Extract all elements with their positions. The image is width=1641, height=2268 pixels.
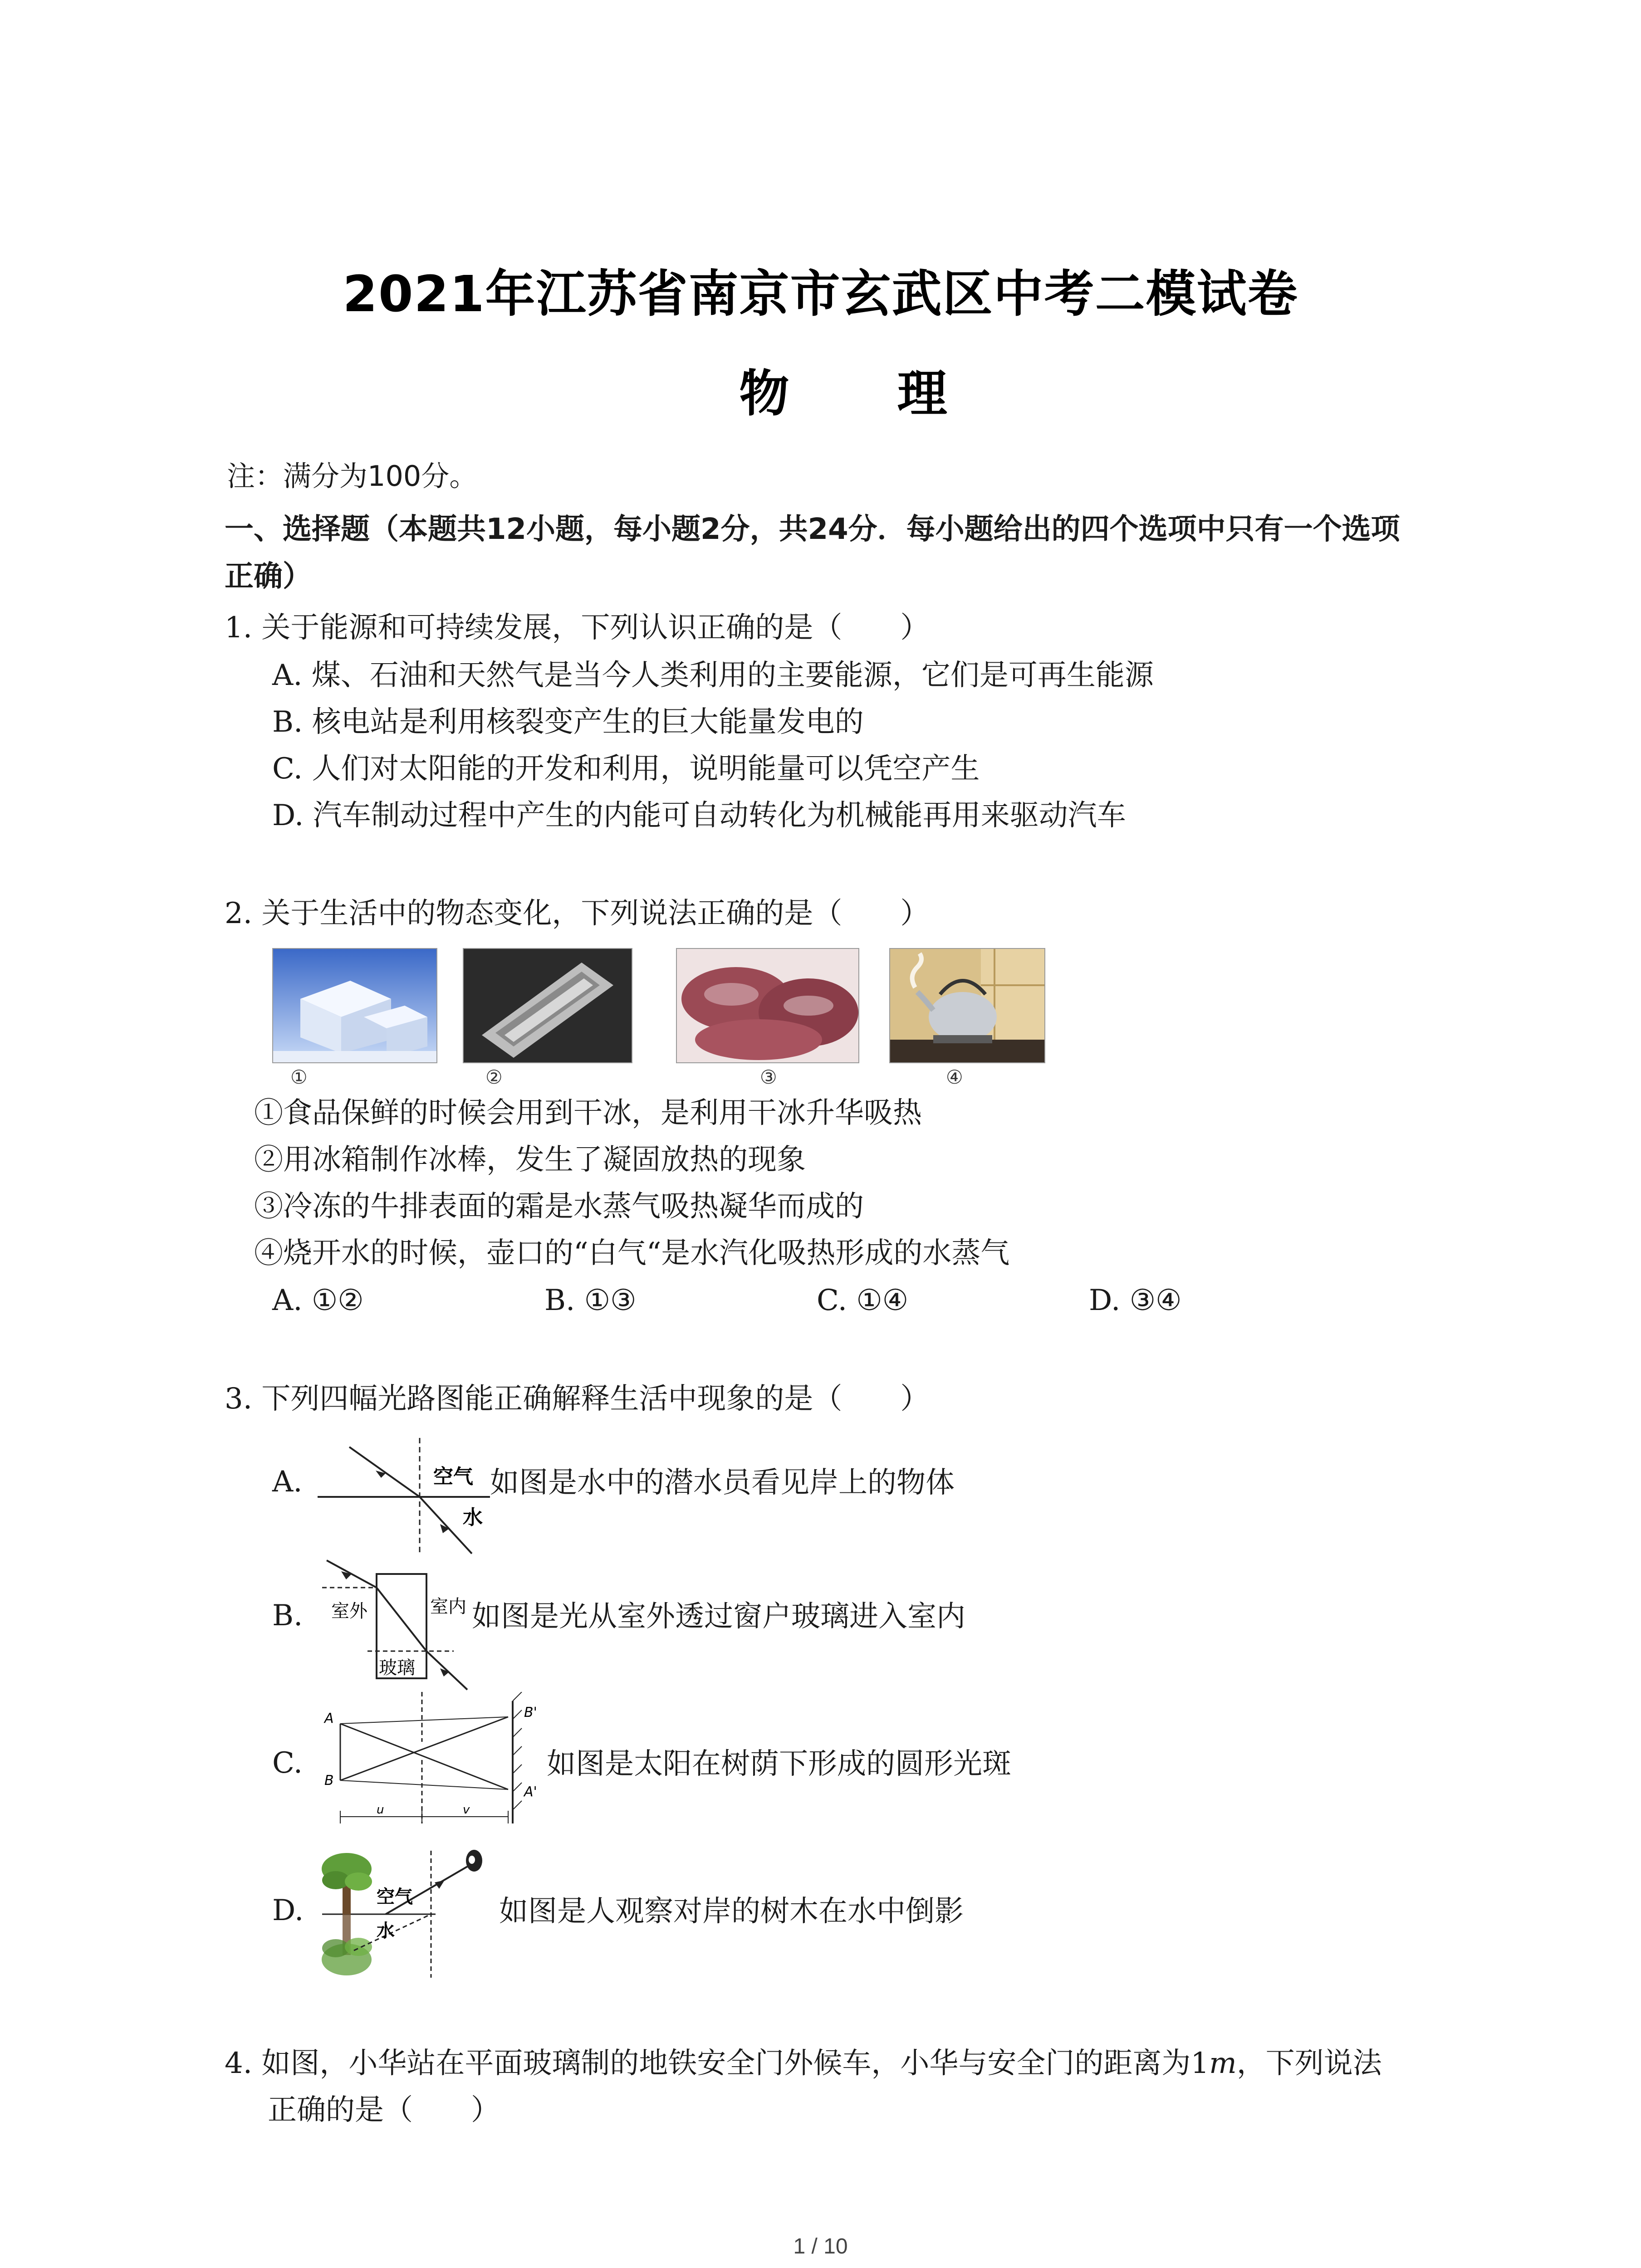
q3-option-c-text: 如图是太阳在树荫下形成的圆形光斑 [547,1747,1011,1781]
q4-stem-line2: 正确的是（ ） [268,2093,500,2127]
reflection-diagram-d [318,1846,499,1982]
q3-option-b-text: 如图是光从室外透过窗户玻璃进入室内 [472,1600,965,1633]
q3-option-a-letter: A. [272,1465,303,1499]
exam-title: 2021年江苏省南京市玄武区中考二模试卷 [343,265,1298,323]
q2-option-b: B. ①③ [544,1284,637,1317]
q2-statement-1: ①食品保鲜的时候会用到干冰，是利用干冰升华吸热 [254,1096,922,1130]
q3-option-b-letter: B. [272,1599,303,1633]
label-air: 空气 [433,1465,473,1488]
section-heading-line1: 一、选择题（本题共12小题，每小题2分，共24分．每小题给出的四个选项中只有一个选项 [225,513,1400,546]
image-label-3: ③ [760,1066,777,1088]
q1-option-c: C. 人们对太阳能的开发和利用，说明能量可以凭空产生 [272,752,980,786]
refraction-diagram-b [318,1556,472,1692]
q2-stem: 2. 关于生活中的物态变化，下列说法正确的是（ ） [225,897,930,930]
q3-option-c-letter: C. [272,1746,303,1780]
q3-option-d-text: 如图是人观察对岸的树木在水中倒影 [499,1895,964,1928]
q2-statement-2: ②用冰箱制作冰棒，发生了凝固放热的现象 [254,1143,806,1177]
q4-unit: m [1209,2047,1237,2080]
q1-option-a: A. 煤、石油和天然气是当今人类利用的主要能源，它们是可再生能源 [272,659,1154,692]
image-label-4: ④ [946,1066,963,1088]
dry-ice-image [272,948,437,1063]
q4-stem-end: ，下列说法 [1236,2047,1382,2080]
label-a: A [324,1711,334,1726]
label-indoor: 室内 [430,1596,466,1617]
section-heading [225,506,1400,600]
label-air-d: 空气 [377,1887,413,1907]
kettle-image [889,948,1045,1063]
label-v: v [463,1803,470,1817]
q3-option-a-text: 如图是水中的潜水员看见岸上的物体 [490,1466,955,1500]
ice-mold-image [463,948,632,1063]
label-water: 水 [463,1506,483,1529]
section-heading-line2: 正确） [225,560,312,593]
q2-statement-3: ③冷冻的牛排表面的霜是水蒸气吸热凝华而成的 [254,1190,864,1223]
q3-stem: 3. 下列四幅光路图能正确解释生活中现象的是（ ） [225,1382,930,1416]
q4-stem-main: 4. 如图，小华站在平面玻璃制的地铁安全门外候车，小华与安全门的距离为1 [225,2047,1210,2080]
q2-option-c: C. ①④ [817,1284,909,1317]
label-a-prime: A' [524,1784,537,1800]
refraction-diagram-a [318,1438,490,1556]
q3-option-d-letter: D. [272,1894,304,1927]
label-u: u [377,1803,384,1817]
q1-option-d: D. 汽车制动过程中产生的内能可自动转化为机械能再用来驱动汽车 [272,799,1126,832]
label-water-d: 水 [377,1921,395,1941]
page-number: 1 / 10 [793,2234,848,2258]
exam-subject: 物 理 [739,365,993,423]
image-label-2: ② [485,1066,503,1088]
label-glass: 玻璃 [379,1657,415,1678]
frozen-steak-image [676,948,859,1063]
pinhole-diagram-c [318,1692,544,1842]
image-label-1: ① [290,1066,308,1088]
label-outdoor: 室外 [331,1601,367,1622]
q1-option-b: B. 核电站是利用核裂变产生的巨大能量发电的 [272,705,864,739]
q2-option-a: A. ①② [272,1284,364,1317]
q4-stem-line1 [225,2043,1382,2083]
score-note: 注：满分为100分。 [227,459,478,493]
label-b-prime: B' [524,1705,537,1721]
q2-option-d: D. ③④ [1089,1284,1182,1317]
q2-statement-4: ④烧开水的时候，壶口的“白气“是水汽化吸热形成的水蒸气 [254,1237,1010,1270]
label-b: B [324,1773,334,1789]
q1-stem: 1. 关于能源和可持续发展，下列认识正确的是（ ） [225,611,930,645]
